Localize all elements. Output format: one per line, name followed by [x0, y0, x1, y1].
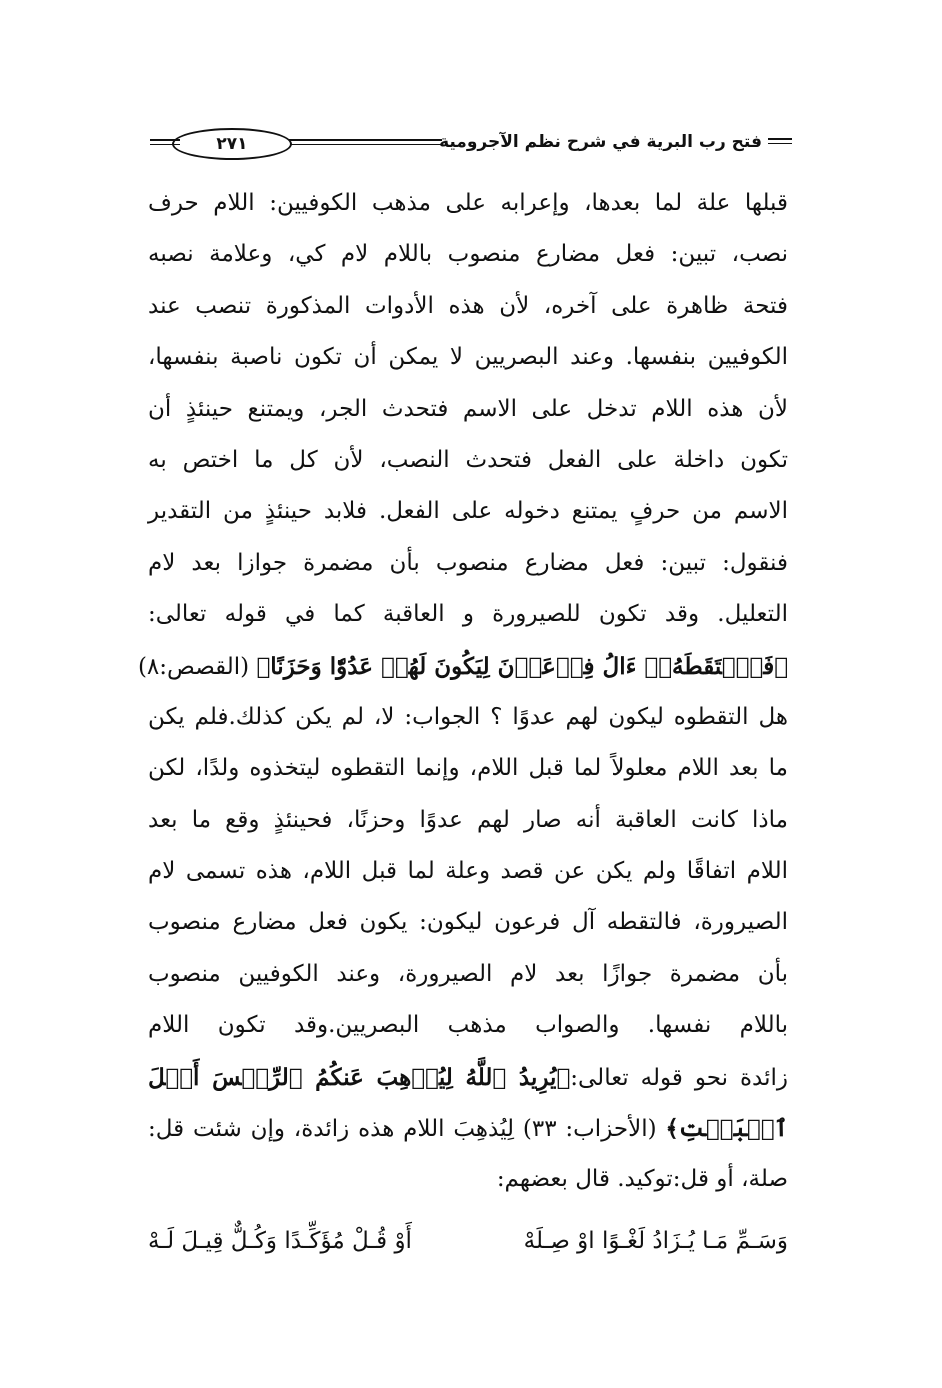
text-line: الكوفيين بنفسها. وعند البصريين لا يمكن أن تكون ناصبة بنفسها،: [148, 344, 788, 371]
header-rule-left: [150, 139, 180, 145]
text-line: صلة، أو قل:توكيد. قال بعضهم:: [496, 1166, 788, 1193]
text-line: اللام اتفاقًا ولم يكن عن قصد وعلة لما قبل اللام، هذه تسمى لام: [148, 858, 788, 885]
text-line: نصب، تبين: فعل مضارع منصوب باللام لام كي، وعلامة نصبه: [148, 241, 788, 268]
text-line: الاسم من حرفٍ يمتنع دخوله على الفعل. فلابد حينئذٍ من التقدير: [148, 498, 788, 525]
text-line: فتحة ظاهرة على آخره، لأن هذه الأدوات المذكورة تنصب عند: [148, 292, 788, 319]
body-text: [137, 178, 788, 1206]
text-line: فنقول: تبين: فعل مضارع منصوب بأن مضمرة جوازا بعد لام: [148, 549, 788, 576]
text-fragment: (الأحزاب: ٣٣) لِيُذهِبَ اللام هذه زائدة، وإن شئت قل:: [148, 1116, 657, 1143]
quran-line: [137, 641, 788, 692]
second-hemistich: أَوْ قُـلْ مُؤَكِّـدًا وَكُـلٌّ قِيـلَ لَـهْ: [148, 1228, 412, 1254]
quran-verse: ﴿يُرِيدُ ٱللَّهُ لِيُذۡهِبَ عَنكُمُ ٱلرِّجۡسَ أَهۡلَ: [148, 1063, 571, 1091]
quran-verse: ﴿فَٱلۡتَقَطَهُۥٓ ءَالُ فِرۡعَوۡنَ لِيَكُونَ لَهُمۡ عَدُوّٗا وَحَزَنًا﴾: [256, 652, 788, 680]
header-rule: [282, 139, 442, 145]
text-line: ما بعد اللام معلولاً لما قبل اللام، وإنما التقطوه ليتخذوه ولدًا، لكن: [148, 755, 788, 782]
quran-verse-end: ٱلۡبَيۡتِ﴾: [665, 1115, 788, 1143]
page-number-frame: [172, 128, 292, 160]
text-line: تكون داخلة على الفعل فتحدث النصب، لأن كل ما اختص به: [148, 446, 788, 473]
running-title: فتح رب البرية في شرح نظم الآجرومية: [439, 132, 762, 152]
page-number: ٢٧١: [216, 134, 248, 154]
text-line: الصيرورة، فالتقطه آل فرعون ليكون: يكون فعل مضارع منصوب: [148, 909, 788, 936]
text-fragment: زائدة نحو قوله تعالى:: [570, 1064, 788, 1091]
text-line: باللام نفسها. والصواب مذهب البصريين.وقد تكون اللام: [148, 1012, 788, 1039]
header-rule-right: [768, 138, 792, 144]
quran-reference: (القصص:٨): [137, 653, 250, 680]
text-line: قبلها علة لما بعدها، وإعرابه على مذهب الكوفيين: اللام حرف: [148, 190, 788, 216]
text-line: ماذا كانت العاقبة أنه صار لهم عدوًا وحزنًا، فحينئذٍ وقع ما بعد: [148, 806, 788, 833]
text-line: التعليل. وقد تكون للصيرورة و العاقبة كما في قوله تعالى:: [148, 601, 788, 628]
text-line: هل التقطوه ليكون لهم عدوًا ؟ الجواب: لا، لم يكن كذلك.فلم يكن: [148, 703, 788, 730]
first-hemistich: وَسَـمِّ مَـا يُـزَادُ لَغْـوًا اوْ صِـلَهْ: [523, 1228, 788, 1254]
poem-verse: [148, 1216, 788, 1266]
quran-line: [148, 1103, 788, 1154]
text-line: بأن مضمرة جوازًا بعد لام الصيرورة، وعند الكوفيين منصوب: [148, 960, 788, 987]
text-line: لأن هذه اللام تدخل على الاسم فتحدث الجر، ويمتنع حينئذٍ أن: [148, 395, 788, 422]
quran-line: [148, 1052, 788, 1103]
page-header: [150, 128, 792, 162]
